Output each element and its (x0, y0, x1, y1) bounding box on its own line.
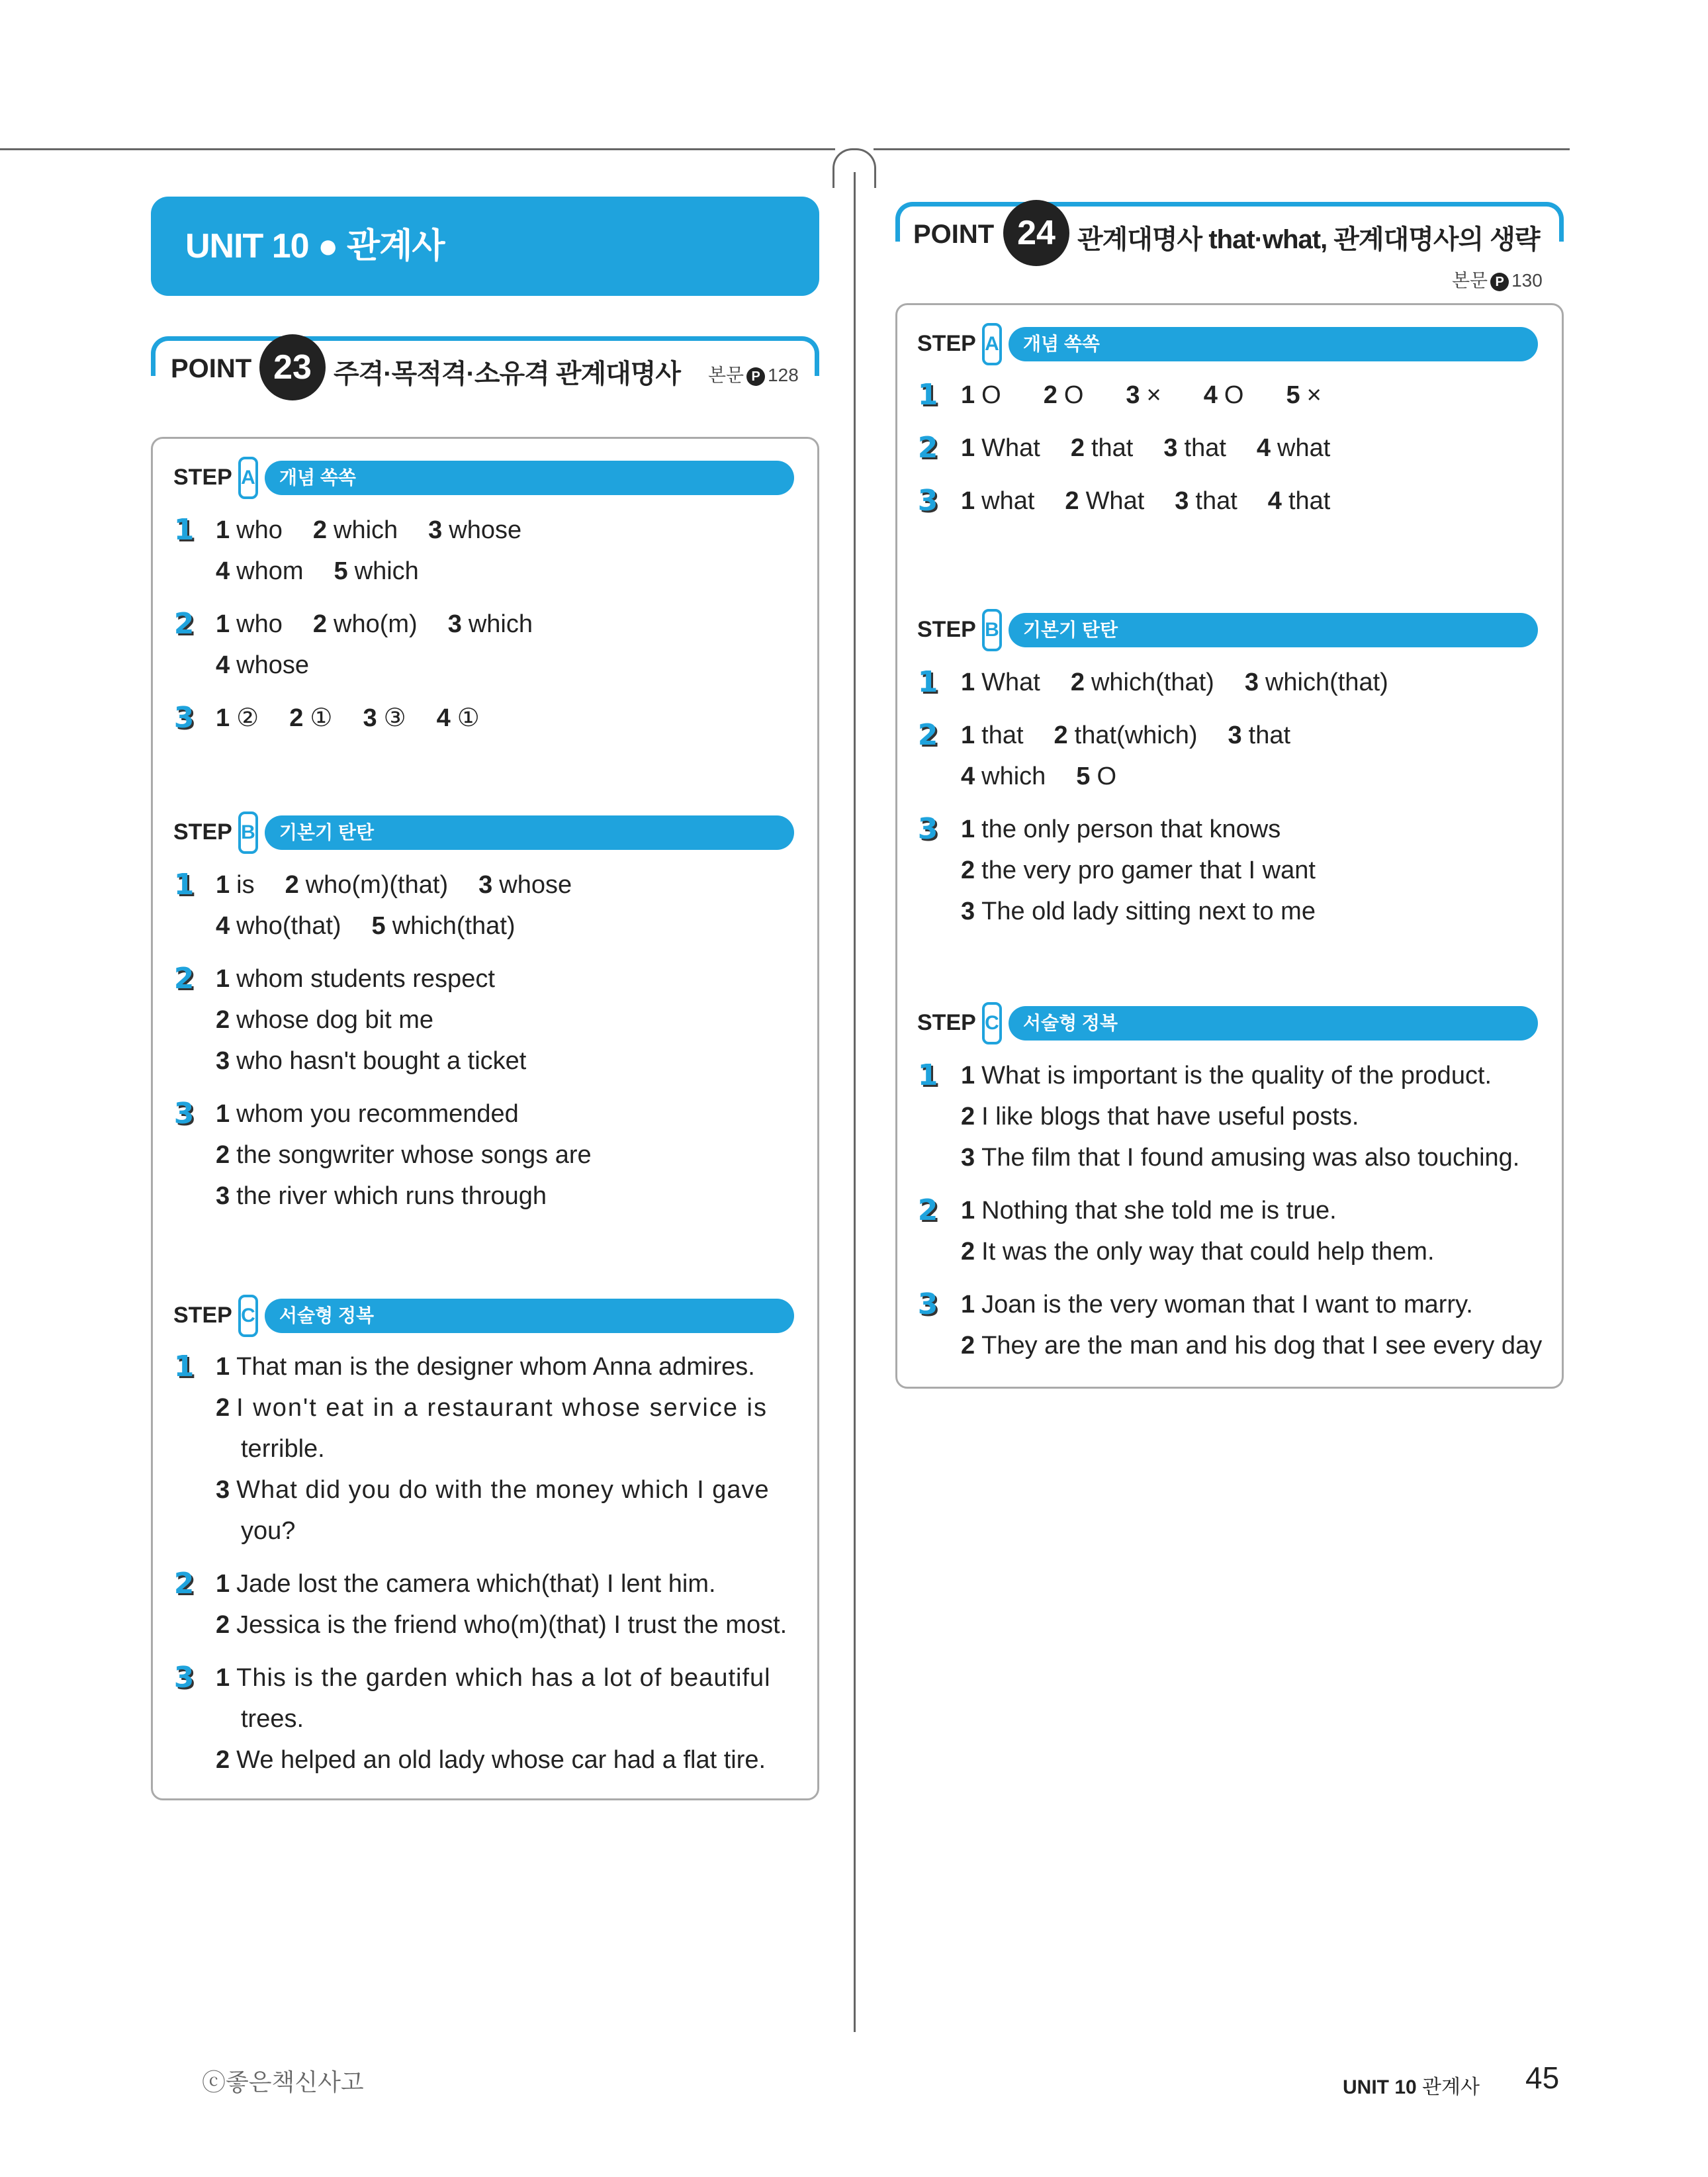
page-icon: P (746, 367, 765, 386)
answer-line: 3 The film that I found amusing was also touching. (961, 1144, 1520, 1172)
answer-line: 2 It was the only way that could help them. (961, 1238, 1435, 1266)
step-letter: C (238, 1295, 258, 1337)
question-number-1: 1 (917, 665, 938, 699)
top-rule-right (874, 148, 1570, 150)
question-number-3: 3 (917, 812, 938, 846)
step-letter: C (982, 1002, 1002, 1044)
answer-line: 2 I like blogs that have useful posts. (961, 1103, 1359, 1131)
step-pill: 서술형 정복 (265, 1299, 794, 1333)
copyright: ⓒ좋은책신사고 (202, 2068, 364, 2096)
page-ref-num: 128 (768, 365, 799, 385)
question-number-2: 2 (173, 1567, 195, 1600)
answer-line: 3 The old lady sitting next to me (961, 898, 1316, 925)
answer-line: 1 who 2 which 3 whose (216, 516, 522, 544)
answer-line: 1 the only person that knows (961, 815, 1281, 843)
question-number-2: 2 (173, 962, 195, 996)
answer-line: 1 What is important is the quality of the product. (961, 1062, 1492, 1089)
question-number-2: 2 (917, 1193, 938, 1227)
step-word: STEP (173, 1303, 232, 1328)
question-number-3: 3 (173, 701, 195, 735)
step-pill: 서술형 정복 (1009, 1006, 1538, 1041)
question-number-1: 1 (917, 378, 938, 412)
answer-line: 1 whom you recommended (216, 1100, 519, 1128)
answer-line: 2 the very pro gamer that I want (961, 857, 1316, 884)
answer-line: 2 whose dog bit me (216, 1006, 433, 1034)
question-number-1: 1 (173, 1350, 195, 1383)
step-letter: B (238, 811, 258, 854)
question-number-1: 1 (173, 513, 195, 547)
answer-line: you? (241, 1517, 296, 1545)
top-rule-left (0, 148, 835, 150)
answer-line: 1 whom students respect (216, 965, 495, 993)
answer-line: 1 that 2 that(which) 3 that (961, 721, 1291, 749)
answer-line: 4 whose (216, 651, 309, 679)
page-ref-prefix: 본문 (708, 365, 744, 385)
question-number-3: 3 (173, 1661, 195, 1694)
step-c-header (917, 1006, 1546, 1046)
answer-line: trees. (241, 1705, 304, 1733)
step-letter: A (238, 457, 258, 499)
point23-title: 주격·목적격·소유격 관계대명사 (330, 353, 684, 391)
step-letter: A (982, 323, 1002, 365)
step-word: STEP (917, 617, 976, 642)
step-b-header (173, 815, 802, 855)
step-pill: 기본기 탄탄 (1009, 613, 1538, 647)
answer-line: 4 which 5 O (961, 763, 1116, 790)
question-number-3: 3 (917, 1287, 938, 1321)
answer-line: 4 who(that) 5 which(that) (216, 912, 516, 940)
question-number-1: 1 (917, 1058, 938, 1092)
question-number-2: 2 (917, 718, 938, 752)
question-number-2: 2 (173, 607, 195, 641)
answer-line: 1 This is the garden which has a lot of beautiful (216, 1664, 771, 1692)
answer-line: 3 What did you do with the money which I gave (216, 1476, 770, 1504)
page-number: 45 (1525, 2061, 1560, 2095)
point23-number: 23 (259, 334, 326, 400)
answer-line: 1 is 2 who(m)(that) 3 whose (216, 871, 572, 899)
answer-line: 2 the songwriter whose songs are (216, 1141, 592, 1169)
answer-line: terrible. (241, 1435, 325, 1463)
step-word: STEP (173, 465, 232, 490)
step-pill: 개념 쏙쏙 (1009, 327, 1538, 361)
step-word: STEP (917, 331, 976, 356)
step-pill: 개념 쏙쏙 (265, 461, 794, 495)
answer-line: 2 Jessica is the friend who(m)(that) I trust the most. (216, 1611, 787, 1639)
point24-label: POINT (909, 220, 998, 250)
answer-line: 1 Jade lost the camera which(that) I lent him. (216, 1570, 716, 1598)
question-number-1: 1 (173, 868, 195, 902)
step-a-header (917, 327, 1546, 367)
center-divider (854, 172, 856, 2032)
answer-line: 2 They are the man and his dog that I see every day (961, 1332, 1543, 1360)
answer-line: 1 O 2 O 3 × 4 O 5 × (961, 381, 1322, 409)
unit-banner (151, 197, 819, 296)
step-b-header (917, 613, 1546, 653)
question-number-2: 2 (917, 431, 938, 465)
answer-line: 2 I won't eat in a restaurant whose service is (216, 1394, 768, 1422)
step-pill: 기본기 탄탄 (265, 815, 794, 850)
answer-line: 1 what 2 What 3 that 4 that (961, 487, 1331, 515)
page-icon: P (1490, 273, 1509, 291)
point23-label: POINT (167, 354, 255, 384)
page-ref-num: 130 (1511, 270, 1543, 291)
step-c-header (173, 1299, 802, 1338)
step-word: STEP (917, 1010, 976, 1035)
step-a-header (173, 461, 802, 500)
page-ref-prefix: 본문 (1452, 270, 1488, 291)
answer-line: 2 We helped an old lady whose car had a flat tire. (216, 1746, 766, 1774)
answer-line: 1 That man is the designer whom Anna admires. (216, 1353, 755, 1381)
point24-title: 관계대명사 that·what, 관계대명사의 생략 (1073, 218, 1544, 256)
point24-page-ref (1449, 266, 1545, 293)
answer-line: 1 who 2 who(m) 3 which (216, 610, 533, 638)
answer-line: 1 What 2 which(that) 3 which(that) (961, 669, 1388, 696)
footer-unit: UNIT 10 관계사 (1343, 2076, 1480, 2098)
answer-line: 3 the river which runs through (216, 1182, 547, 1210)
point24-number: 24 (1003, 200, 1069, 266)
answer-line: 1 What 2 that 3 that 4 what (961, 434, 1331, 462)
point23-page-ref (705, 361, 801, 387)
answer-line: 4 whom 5 which (216, 557, 419, 585)
answer-line: 3 who hasn't bought a ticket (216, 1047, 527, 1075)
unit-title: UNIT 10 ● 관계사 (185, 227, 445, 265)
step-letter: B (982, 609, 1002, 651)
question-number-3: 3 (917, 484, 938, 518)
answer-line: 1 Nothing that she told me is true. (961, 1197, 1337, 1225)
step-word: STEP (173, 819, 232, 845)
answer-line: 1 ② 2 ① 3 ③ 4 ① (216, 704, 480, 732)
answer-line: 1 Joan is the very woman that I want to marry. (961, 1291, 1473, 1319)
question-number-3: 3 (173, 1097, 195, 1131)
